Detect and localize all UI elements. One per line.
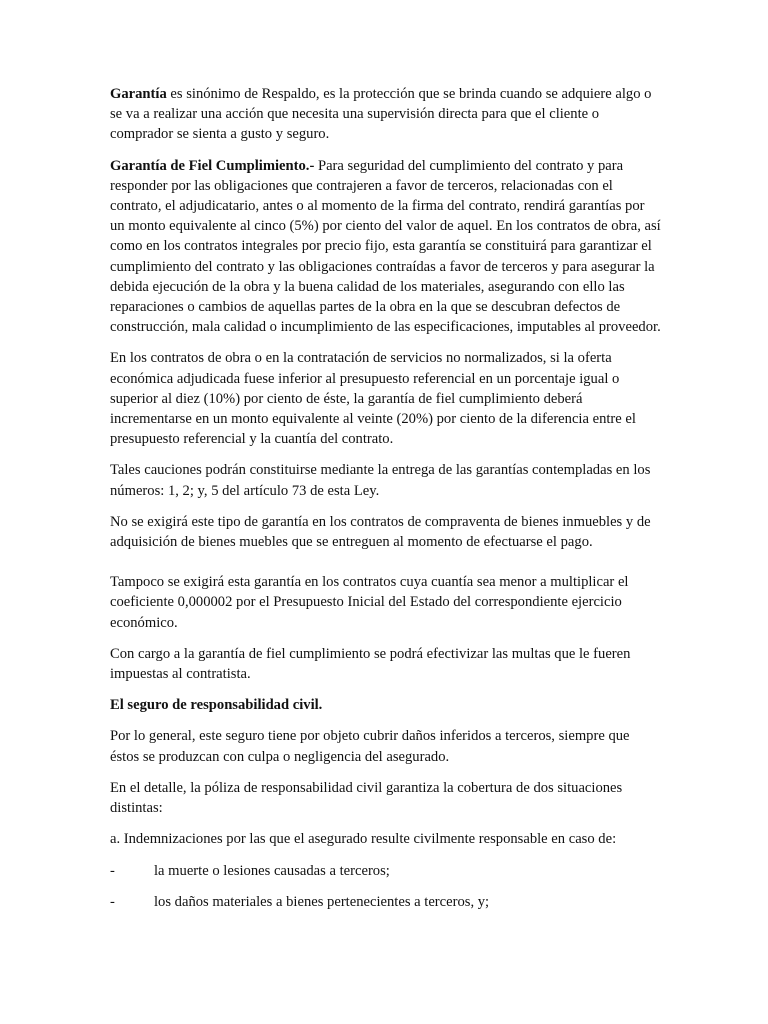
list-item bbox=[110, 861, 662, 881]
paragraph-cauciones: Tales cauciones podrán constituirse mediante la entrega de las garantías contempladas en los números: 1, 2; y, 5 del artículo 73 de esta Ley. bbox=[110, 462, 651, 499]
list-item-text: la muerte o lesiones causadas a terceros; bbox=[154, 862, 390, 879]
term-garantia: Garantía bbox=[110, 86, 167, 102]
list-item bbox=[110, 892, 662, 912]
list-dash: - bbox=[110, 862, 115, 879]
paragraph-fiel-cumplimiento bbox=[110, 156, 662, 338]
paragraph-text: Para seguridad del cumplimiento del contrato y para responder por las obligaciones que contrajeren a favor de terceros, relacionadas con el contrato, el adjudicatario, antes o al momento de la firma del contrato, rendirá garantías por un monto equivalente al cinco (5%) por ciento del valor de aquel. En los contratos de obra, así como en los contratos integrales por precio fijo, esta garantía se constituirá para garantizar el cumplimiento del contrato y las obligaciones contraídas a favor de terceros y para asegurar la debida ejecución de la obra y la buena calidad de los materiales, asegurando con ello las reparaciones o cambios de aquellas partes de la obra en la que se descubran defectos de construcción, mala calidad o incumplimiento de las especificaciones, imputables al proveedor. bbox=[110, 157, 661, 336]
paragraph-contratos-obra: En los contratos de obra o en la contratación de servicios no normalizados, si la oferta económica adjudicada fuese inferior al presupuesto referencial en un porcentaje igual o superior al diez (10%) por ciento de éste, la garantía de fiel cumplimiento deberá incrementarse en un monto equivalente al veinte (20%) por ciento de la diferencia entre el presupuesto referencial y la cuantía del contrato. bbox=[110, 350, 636, 448]
list-item-text: los daños materiales a bienes pertenecientes a terceros, y; bbox=[154, 893, 490, 910]
paragraph-garantia-definition bbox=[110, 84, 662, 145]
list-dash: - bbox=[110, 893, 115, 910]
paragraph-tampoco: Tampoco se exigirá esta garantía en los contratos cuya cuantía sea menor a multiplicar el coeficiente 0,000002 por el Presupuesto Inicial del Estado del correspondiente ejercicio económico. bbox=[110, 574, 629, 631]
paragraph-indemnizaciones: a. Indemnizaciones por las que el asegurado resulte civilmente responsable en caso de: bbox=[110, 831, 617, 848]
paragraph-no-exigira: No se exigirá este tipo de garantía en los contratos de compraventa de bienes inmuebles y de adquisición de bienes muebles que se entreguen al momento de efectuarse el pago. bbox=[110, 513, 651, 551]
paragraph-multas: Con cargo a la garantía de fiel cumplimiento se podrá efectivizar las multas que le fueren impuestas al contratista. bbox=[110, 645, 631, 683]
paragraph-en-el-detalle: En el detalle, la póliza de responsabilidad civil garantiza la cobertura de dos situaciones distintas: bbox=[110, 779, 623, 817]
section-heading-seguro: El seguro de responsabilidad civil. bbox=[110, 697, 323, 714]
paragraph-por-lo-general: Por lo general, este seguro tiene por objeto cubrir daños inferidos a terceros, siempre que éstos se produzcan con culpa o negligencia del asegurado. bbox=[110, 728, 630, 765]
paragraph-text: es sinónimo de Respaldo, es la protección que se brinda cuando se adquiere algo o se va a realizar una acción que necesita una supervisión directa para que el cliente o comprador se sienta a gusto y seguro. bbox=[110, 86, 652, 143]
term-fiel-cumplimiento: Garantía de Fiel Cumplimiento.- bbox=[110, 157, 315, 174]
document-body bbox=[110, 84, 662, 923]
